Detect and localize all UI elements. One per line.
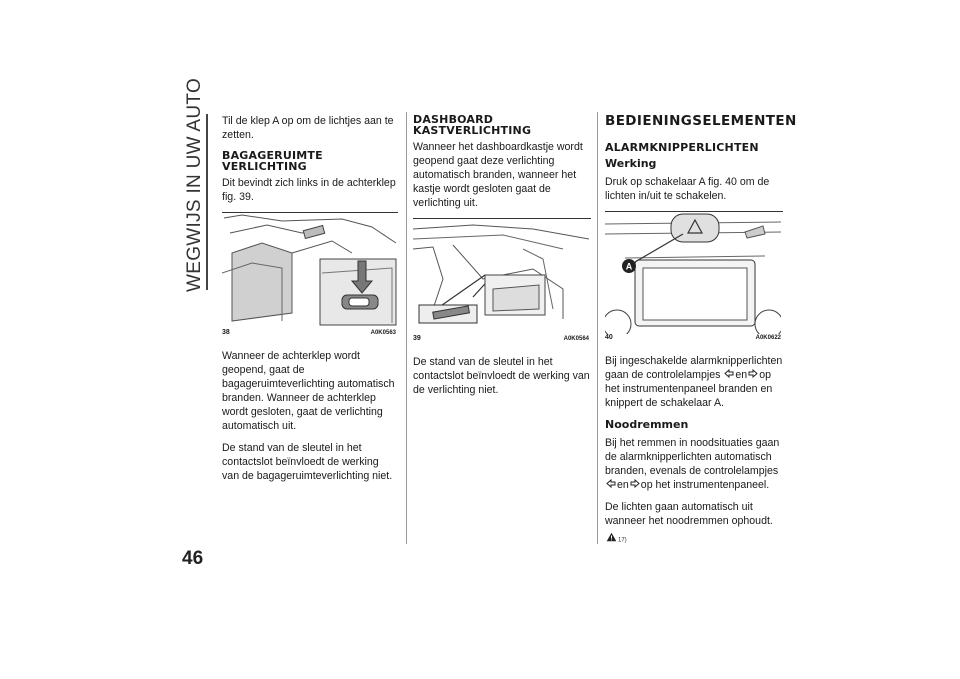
arrow-right-icon (630, 478, 640, 492)
chapter-title: BEDIENINGSELEMENTEN (605, 113, 797, 129)
paragraph: Wanneer het dashboardkastje wordt geopend gaat deze verlichting automatisch branden, wanneer het kastje wordt gesloten gaat de verlichting uit. (413, 141, 583, 209)
figure-code: A0K0564 (563, 336, 589, 342)
sub-heading: Noodremmen (605, 418, 689, 432)
figure-code: A0K0622 (755, 335, 781, 341)
figure-38 (222, 212, 398, 339)
paragraph (605, 354, 783, 410)
trunk-light-illustration (222, 213, 398, 327)
figure-code: A0K0563 (370, 330, 396, 336)
paragraph: Wanneer de achterklep wordt geopend, gaat de bagageruimteverlichting automatisch branden. Wanneer de achterklep wordt gesloten, gaat de verlichting automatisch uit. (222, 350, 395, 432)
paragraph: De stand van de sleutel in het contactslot beïnvloedt de werking van de bagageruimteverlichting niet. (222, 442, 393, 482)
paragraph (605, 436, 783, 492)
text-span: op het instrumentenpaneel. (640, 479, 770, 492)
paragraph: Dit bevindt zich links in de achterklep fig. 39. (222, 177, 396, 203)
text-span: Bij ingeschakelde alarmknipperlichten gaan de controlelampjes (605, 355, 783, 381)
hazard-switch-illustration (605, 212, 781, 334)
arrow-left-icon (724, 368, 734, 382)
arrow-left-icon (606, 478, 616, 492)
paragraph: De stand van de sleutel in het contactslot beïnvloedt de werking van de verlichting niet. (413, 356, 590, 396)
section-heading: ALARMKNIPPERLICHTEN (605, 141, 759, 154)
section-tab (184, 77, 210, 292)
warning-ref-number: 17) (618, 537, 627, 544)
column-2 (413, 114, 591, 405)
warning-triangle-icon (606, 532, 617, 548)
section-heading: DASHBOARD KASTVERLICHTING (413, 113, 532, 137)
paragraph: De lichten gaan automatisch uit wanneer het noodremmen ophoudt. (605, 501, 773, 528)
column-1 (222, 114, 398, 491)
figure-number: 38 (222, 329, 230, 336)
callout-label-a: A (625, 261, 633, 272)
figure-39 (413, 218, 591, 345)
section-tab-label: WEGWIJS IN UW AUTO (184, 77, 205, 292)
column-3 (605, 113, 797, 548)
text-span: en (617, 479, 629, 492)
figure-number: 39 (413, 335, 421, 342)
column-divider (597, 112, 598, 544)
text-span: en (735, 369, 748, 381)
arrow-right-icon (748, 368, 758, 382)
intro-paragraph: Til de klep A op om de lichtjes aan te zetten. (222, 115, 394, 141)
page-number: 46 (182, 548, 204, 569)
text-span: Bij het remmen in noodsituaties gaan de alarmknipperlichten automatisch branden, evenals de controlelampjes (605, 437, 780, 478)
column-divider (406, 112, 407, 544)
paragraph: Druk op schakelaar A fig. 40 om de lichten in/uit te schakelen. (605, 176, 770, 202)
figure-40 (605, 211, 783, 344)
sub-heading: Werking (605, 157, 657, 170)
glovebox-light-illustration (413, 219, 589, 333)
section-tab-rule (206, 114, 208, 290)
text-span: op het instrumentenpaneel branden en knippert de schakelaar A. (605, 369, 773, 410)
warning-reference (605, 532, 783, 548)
section-heading: BAGAGERUIMTE VERLICHTING (222, 149, 323, 173)
figure-number: 40 (605, 334, 613, 341)
